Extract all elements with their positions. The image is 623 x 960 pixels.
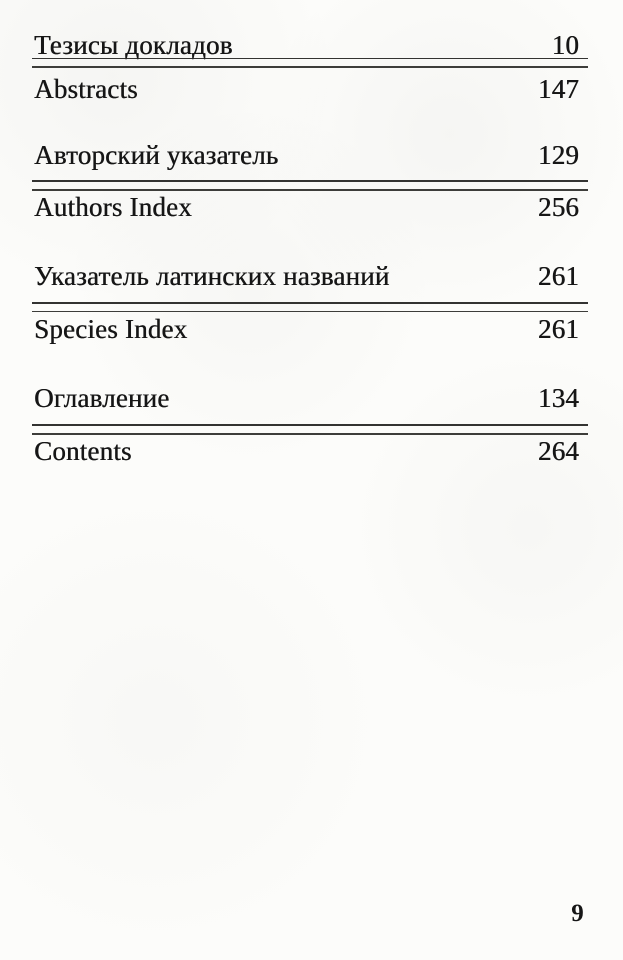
toc-entry-label: Тезисы докладов xyxy=(34,30,233,60)
toc-entry-page-number: 147 xyxy=(537,74,579,104)
toc-entry-ru-ukazatel-latinskikh xyxy=(34,262,579,290)
double-rule-divider xyxy=(32,424,588,435)
toc-entry-page-number: 134 xyxy=(537,383,579,413)
toc-entry-en-authors-index xyxy=(34,193,579,221)
double-rule-divider xyxy=(32,58,588,68)
toc-entry-label: Species Index xyxy=(34,314,188,344)
toc-entry-ru-avtorsky-ukazatel xyxy=(34,141,579,169)
toc-entry-ru-oglavlenie xyxy=(34,384,579,412)
toc-entry-label: Авторский указатель xyxy=(34,140,279,170)
toc-entry-label: Authors Index xyxy=(34,192,192,222)
toc-entry-en-species-index xyxy=(34,315,579,343)
toc-entry-page-number: 261 xyxy=(537,314,579,344)
toc-entry-page-number: 129 xyxy=(537,140,579,170)
toc-entry-page-number: 256 xyxy=(537,192,579,222)
toc-entry-page-number: 10 xyxy=(551,30,579,60)
toc-entry-label: Оглавление xyxy=(34,383,170,413)
toc-entry-label: Указатель латинских названий xyxy=(34,261,390,291)
toc-entry-en-abstracts xyxy=(34,75,579,103)
double-rule-divider xyxy=(32,302,588,312)
toc-entry-ru-tezisy xyxy=(34,31,579,59)
toc-entry-en-contents xyxy=(34,437,579,465)
double-rule-divider xyxy=(32,180,588,191)
toc-entry-label: Contents xyxy=(34,436,132,466)
folio-page-number: 9 xyxy=(571,900,584,927)
toc-entry-label: Abstracts xyxy=(34,74,138,104)
toc-entry-page-number: 264 xyxy=(537,436,579,466)
toc-entry-page-number: 261 xyxy=(537,261,579,291)
